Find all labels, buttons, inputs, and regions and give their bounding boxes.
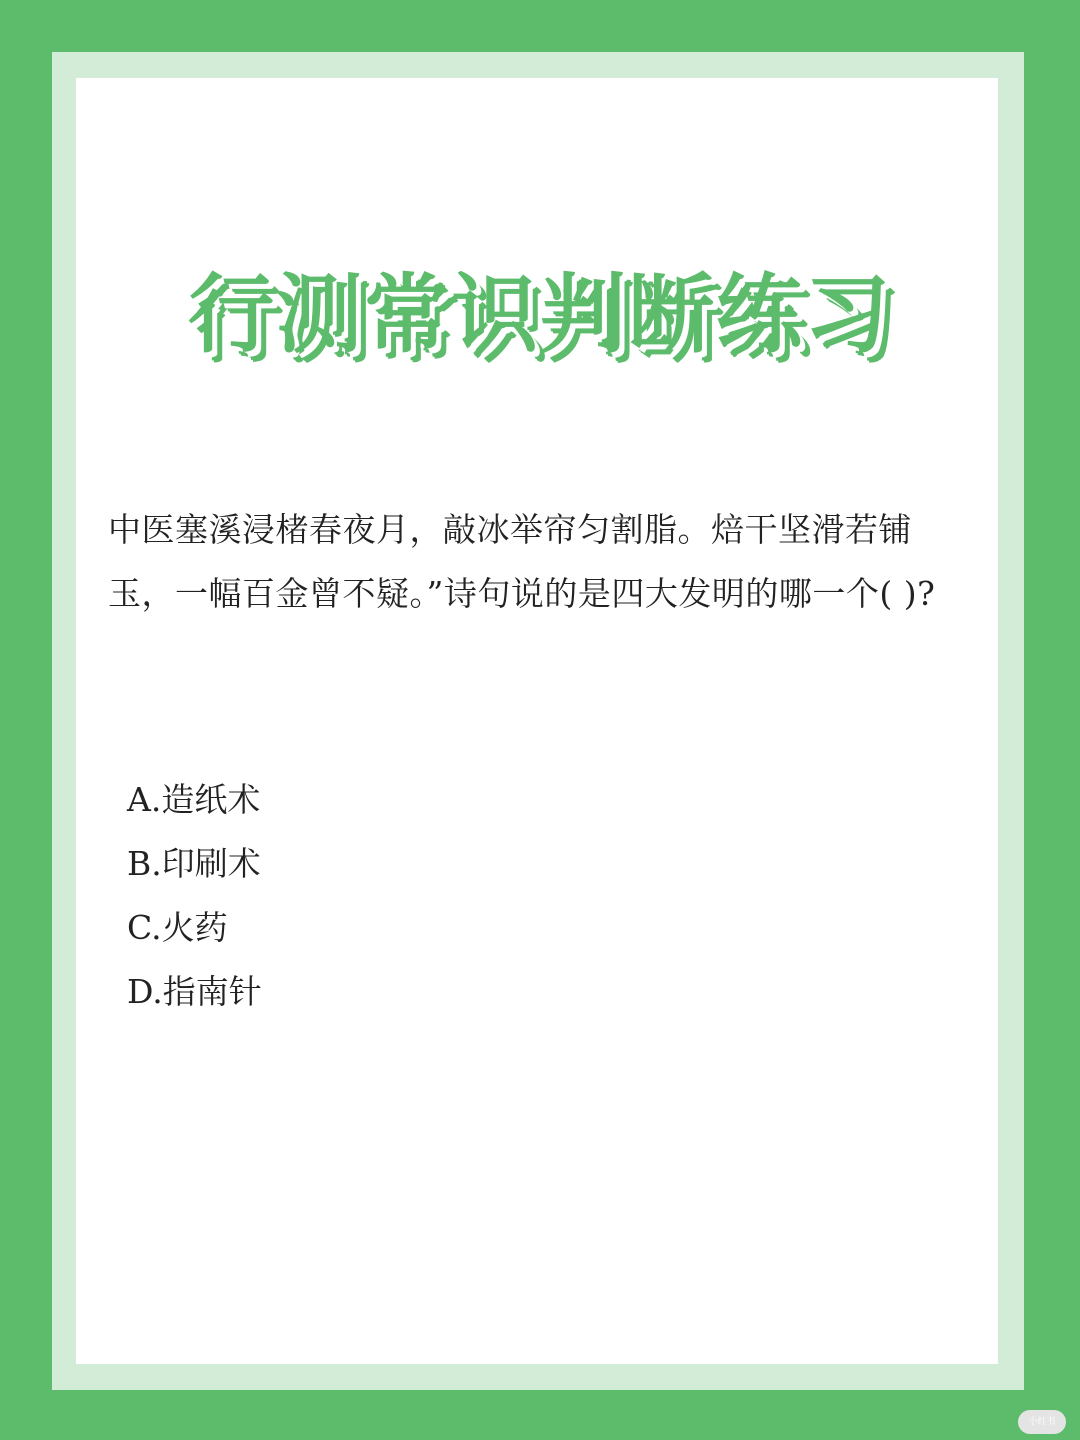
option-a[interactable]: A.造纸术	[127, 780, 261, 819]
option-d[interactable]: D.指南针	[127, 972, 262, 1011]
question-text: 中医塞溪浸楮春夜月，敲冰举帘匀割脂。焙干坚滑若铺玉，一幅百金曾不疑。”诗句说的是四大发明的哪一个( )?	[108, 510, 936, 613]
option-b[interactable]: B.印刷术	[127, 844, 261, 883]
page-title: 行测常识判断练习	[188, 265, 892, 365]
option-c[interactable]: C.火药	[127, 908, 228, 947]
options-list	[127, 768, 262, 1024]
watermark-logo: 小红书	[1018, 1410, 1066, 1434]
